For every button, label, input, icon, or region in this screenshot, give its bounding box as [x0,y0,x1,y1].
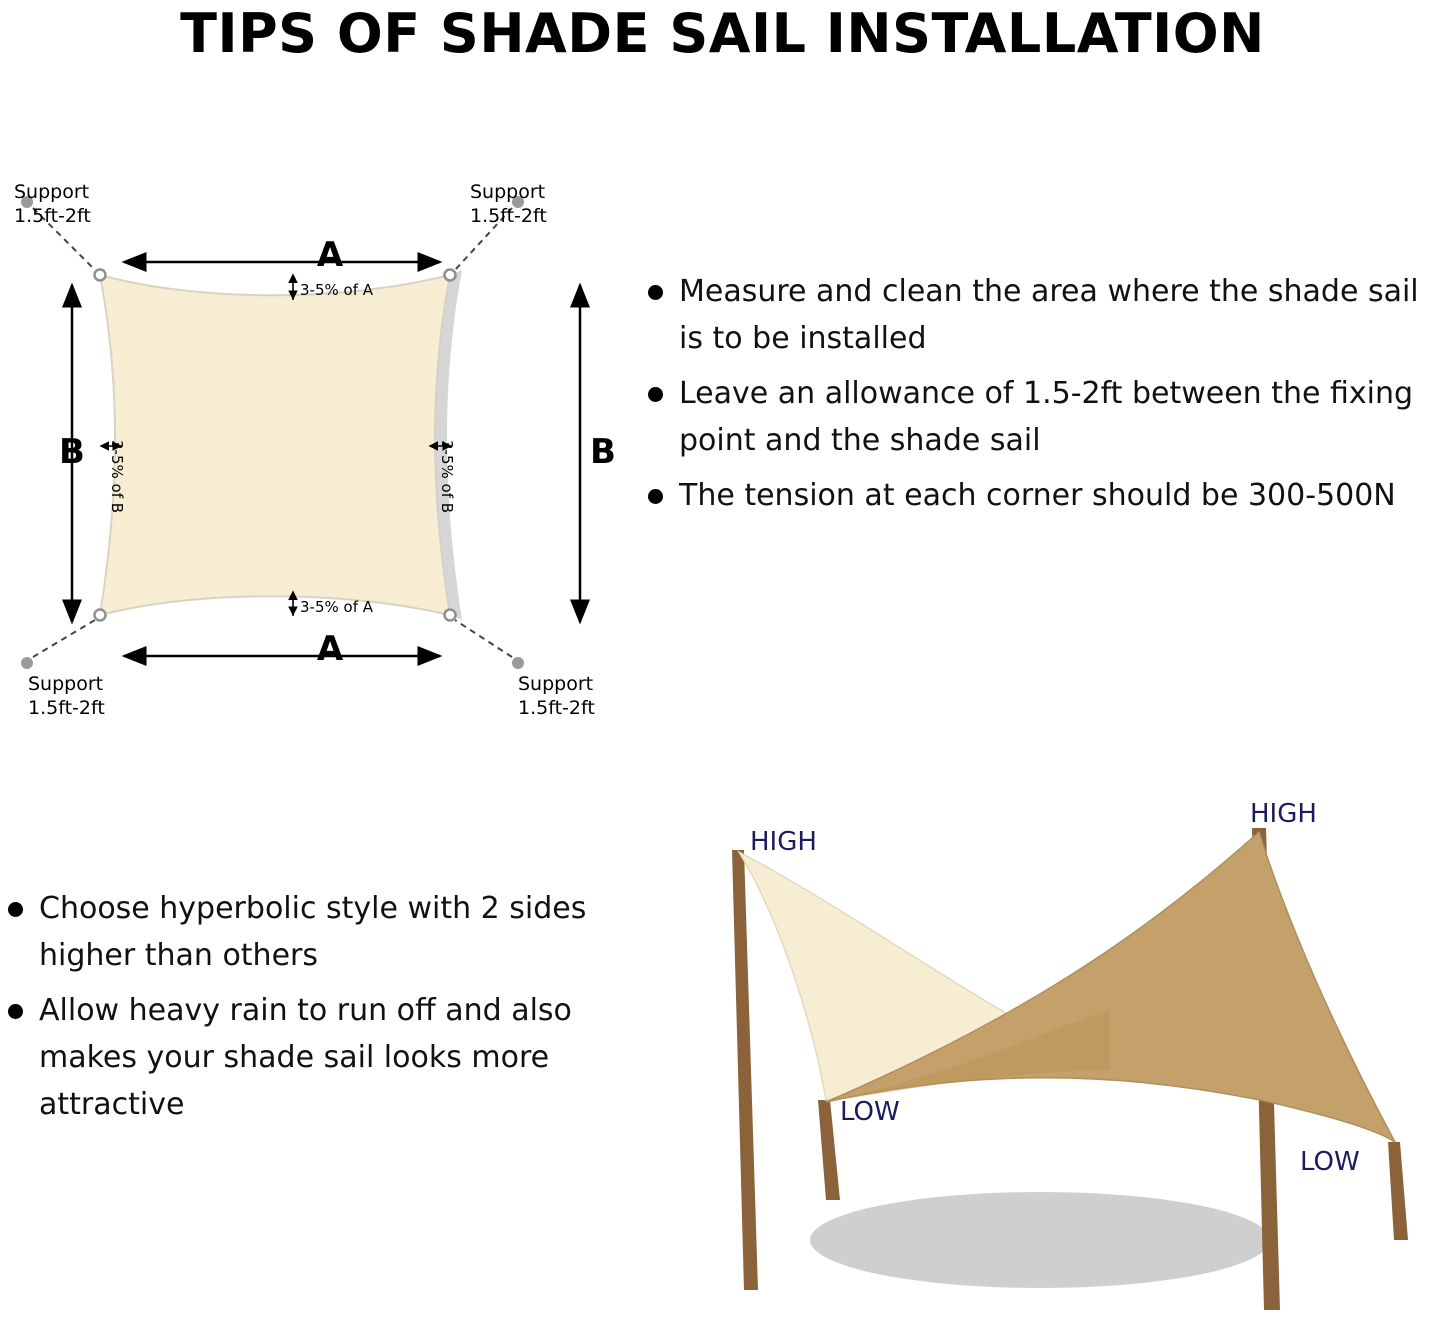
page-title: TIPS OF SHADE SAIL INSTALLATION [180,2,1265,65]
label-high-left: HIGH [750,827,817,857]
label-low-right: LOW [1300,1147,1360,1177]
support-label-bottom-right-line1: Support [518,673,594,695]
support-label-top-left-line2: 1.5ft-2ft [14,205,91,227]
support-label-top-right-line2: 1.5ft-2ft [470,205,547,227]
curve-depth-right-label: 3-5% of B [438,440,456,514]
support-label-top-left-line1: Support [14,181,90,203]
list-item [648,268,1445,362]
curve-depth-left-label: 3-5% of B [108,440,126,514]
curve-depth-top-label: 3-5% of A [300,281,374,299]
list-item-label: Allow heavy rain to run off and also makes your shade sail looks more attractive [39,993,572,1122]
list-item [648,472,1445,519]
dimension-label-a-top: A [316,235,344,275]
bullet-dot-icon [648,489,663,504]
dimension-label-b-right: B [590,432,616,472]
list-item [8,885,628,979]
list-item [8,987,628,1128]
bullet-dot-icon [648,285,663,300]
support-label-bottom-right-line2: 1.5ft-2ft [518,697,595,719]
list-item-label: The tension at each corner should be 300-500N [679,478,1396,513]
installation-tips-list-bottom [8,885,628,1136]
label-low-left: LOW [840,1097,900,1127]
dimension-label-b-left: B [59,432,85,472]
list-item [648,370,1445,464]
list-item-label: Leave an allowance of 1.5-2ft between the fixing point and the shade sail [679,376,1414,458]
installation-tips-list-top [648,268,1445,527]
list-item-label: Choose hyperbolic style with 2 sides higher than others [39,891,587,973]
bullet-dot-icon [8,902,23,917]
bullet-dot-icon [8,1004,23,1019]
dimension-label-a-bottom: A [316,629,344,669]
support-label-bottom-left-line2: 1.5ft-2ft [28,697,105,719]
bullet-dot-icon [648,387,663,402]
shade-sail-dimension-diagram [0,150,660,730]
support-label-bottom-left-line1: Support [28,673,104,695]
label-high-right: HIGH [1250,799,1317,829]
list-item-label: Measure and clean the area where the shade sail is to be installed [679,274,1419,356]
support-label-top-right-line1: Support [470,181,546,203]
curve-depth-bottom-label: 3-5% of A [300,598,374,616]
hyperbolic-sail-illustration [640,770,1440,1319]
